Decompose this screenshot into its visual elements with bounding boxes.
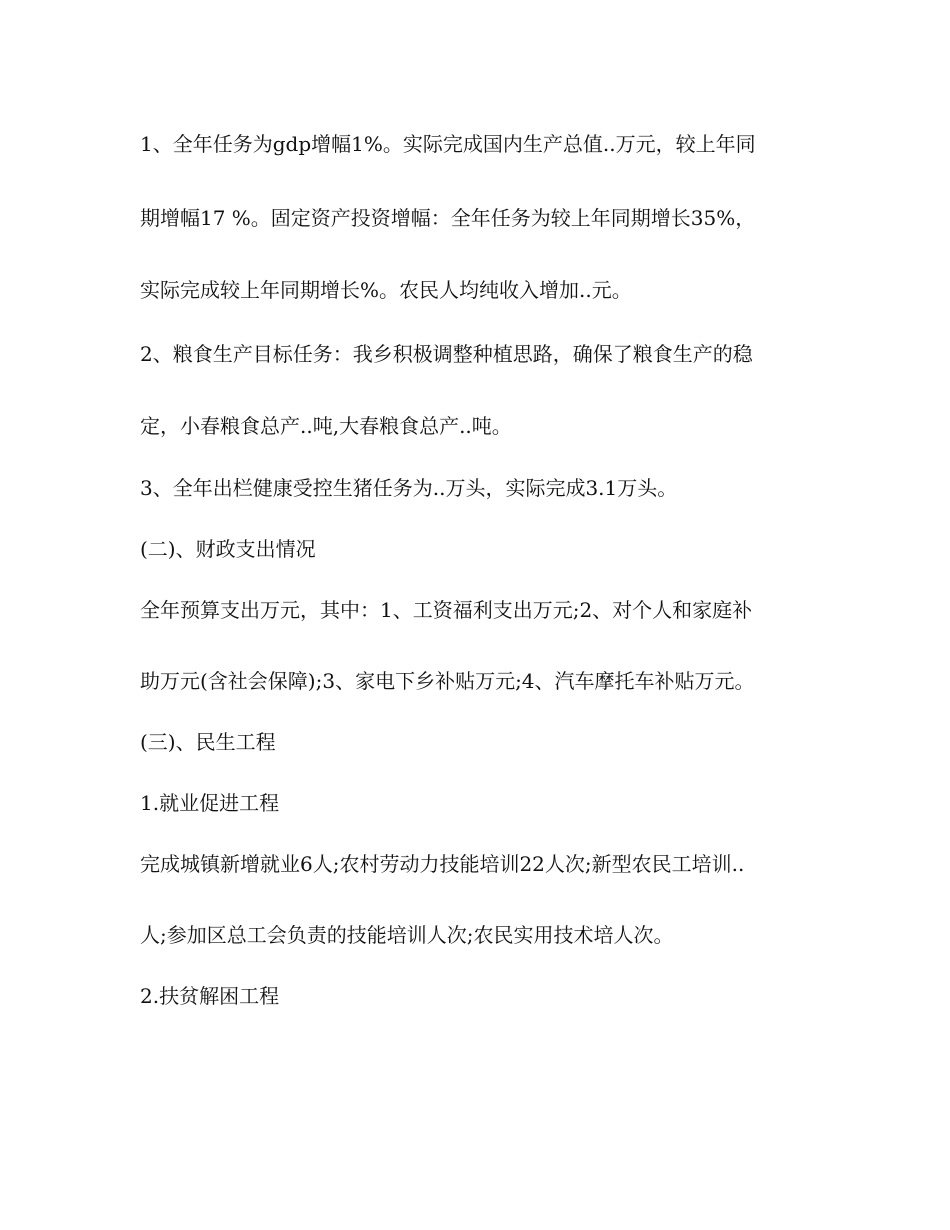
paragraph-1-line-1: 1、全年任务为gdp增幅1%。实际完成国内生产总值..万元，较上年同 <box>140 132 756 156</box>
paragraph-5-line-2: 人;参加区总工会负责的技能培训人次;农民实用技术培人次。 <box>140 923 674 947</box>
paragraph-4-line-1: 全年预算支出万元，其中：1、工资福利支出万元;2、对个人和家庭补 <box>140 598 753 622</box>
paragraph-5-line-1: 完成城镇新增就业6人;农村劳动力技能培训22人次;新型农民工培训.. <box>140 852 745 876</box>
paragraph-1-line-2: 期增幅17 %。固定资产投资增幅：全年任务为较上年同期增长35%， <box>140 206 756 230</box>
subheading-employment-promotion: 1.就业促进工程 <box>140 791 280 815</box>
subheading-poverty-alleviation: 2.扶贫解困工程 <box>140 984 280 1008</box>
paragraph-2-line-2: 定，小春粮食总产..吨,大春粮食总产..吨。 <box>140 414 512 438</box>
paragraph-1-line-3: 实际完成较上年同期增长%。农民人均纯收入增加..元。 <box>140 278 632 302</box>
paragraph-2-line-1: 2、粮食生产目标任务：我乡积极调整种植思路，确保了粮食生产的稳 <box>140 342 753 366</box>
paragraph-3-line-1: 3、全年出栏健康受控生猪任务为..万头，实际完成3.1万头。 <box>140 476 678 500</box>
paragraph-4-line-2: 助万元(含社会保障);3、家电下乡补贴万元;4、汽车摩托车补贴万元。 <box>140 669 755 693</box>
section-heading-livelihood-projects: (三)、民生工程 <box>140 730 276 754</box>
section-heading-fiscal-expenditure: (二)、财政支出情况 <box>140 537 316 561</box>
